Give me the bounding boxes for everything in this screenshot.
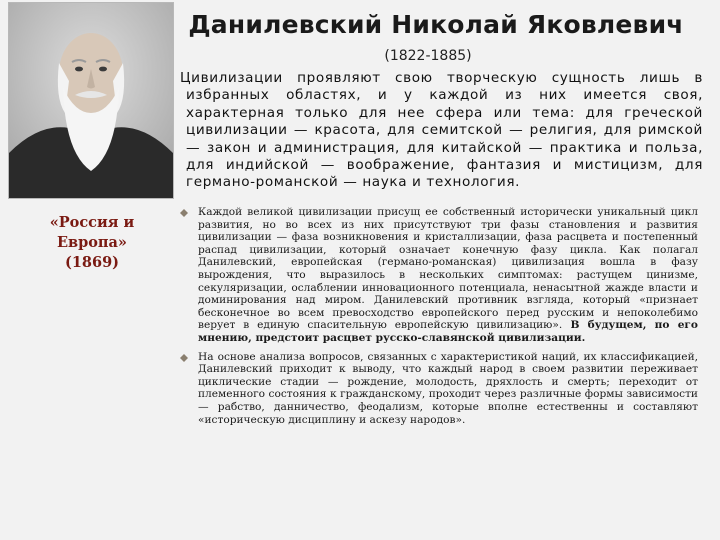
caption-line-2: Европа» xyxy=(56,234,127,251)
diamond-bullet-icon xyxy=(180,354,188,362)
page-title: Данилевский Николай Яковлевич xyxy=(188,10,684,39)
bullet-bold-text: В будущем, по его мнению, предстоит расцвет русско-славянской цивилизации. xyxy=(198,319,698,344)
intro-paragraph: Цивилизации проявляют свою творческую сущность лишь в избранных областях, и у каждой из них имеется своя, характерная только для нее сфера или тема: для греческой цивилизации — красота, для семитской — религия, для римской — закон и администрация, для китайской — практика и польза, для индийской — воображение, фантазия и мистицизм, для германо-романской — наука и технология. xyxy=(180,70,703,191)
bullet-list xyxy=(180,206,698,426)
list-item xyxy=(180,351,698,427)
bullet-text: Каждой великой цивилизации присущ ее собственный исторически уникальный цикл развития, но во всех из них присутствуют три фазы становления и развития цивилизации — фаза возникновения и кристаллизации, фаза расцвета и постепенный распад цивилизации, который означает конечную фазу цикла. Как полагал Данилевский, европейская (германо-романская) цивилизация вошла в фазу вырождения, что выразилось в нескольких симптомах: растущем цинизме, секуляризации, ослаблении инновационного потенциала, ненасытной жажде власти и доминирования над миром. Данилевский противник взгляда, который «признает бесконечное во всем превосходство европейского перед русским и непоколебимо верует в единую спасительную европейскую цивилизацию». xyxy=(198,206,698,332)
life-years: (1822-1885) xyxy=(384,48,472,64)
caption-line-1: «Россия и xyxy=(49,214,135,231)
list-item xyxy=(180,206,698,345)
caption-line-3: (1869) xyxy=(64,254,120,271)
book-caption xyxy=(22,213,162,273)
bullet-text: На основе анализа вопросов, связанных с характеристикой наций, их классификацией, Данилевский приходит к выводу, что каждый народ в своем развитии переживает циклические стадии — рождение, молодость, дряхлость и смерть; переходит от племенного состояния к гражданскому, проходит через различные формы зависимости — рабство, данничество, феодализм, которые вполне естественны и составляют «историческую дисциплину и аскезу народов». xyxy=(198,350,698,426)
diamond-bullet-icon xyxy=(180,209,188,217)
portrait-photo xyxy=(8,2,174,199)
